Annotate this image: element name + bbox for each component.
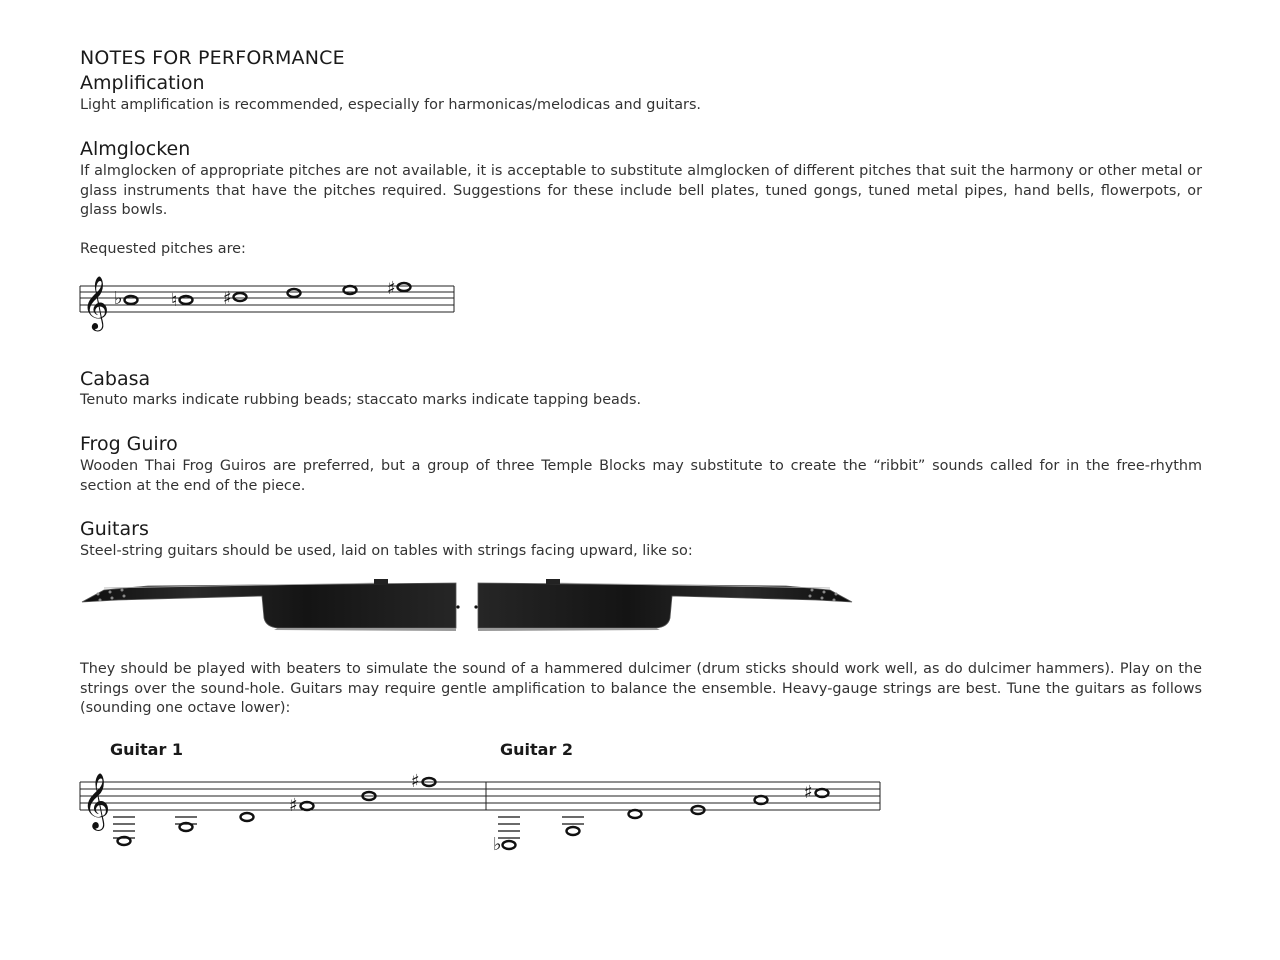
frog-guiro-text: Wooden Thai Frog Guiros are preferred, but a group of three Temple Blocks may substitute to create the “ribbit” sounds called for in the free-rhythm section at the end of the piece. [80,458,1202,494]
note-head [344,286,357,294]
guitar-right [478,579,852,631]
guitars-side-view-illustration [78,574,858,636]
guitars-heading: Guitars [80,518,149,540]
natural-accidental: ♮ [171,290,178,311]
note-head [125,296,138,304]
requested-pitches-label: Requested pitches are: [80,241,246,257]
almglocken-pitches-staff [78,270,458,332]
note-head [567,827,580,835]
note-head [234,293,247,301]
guitar-2-label: Guitar 2 [500,740,574,759]
guitar-tuning-staff [78,765,884,860]
sharp-accidental: ♯ [411,771,420,792]
frog-guiro-heading: Frog Guiro [80,433,178,455]
cabasa-heading: Cabasa [80,368,151,390]
note-head [629,810,642,818]
note-head [288,289,301,297]
treble-clef-icon: 𝄞 [82,275,110,329]
sharp-accidental: ♯ [289,795,298,816]
note-head [398,283,411,291]
amplification-heading: Amplification [80,72,205,94]
flat-accidental: ♭ [493,834,502,855]
guitar-left [82,579,456,631]
treble-clef-icon: 𝄞 [82,773,111,829]
sharp-accidental: ♯ [223,288,232,309]
sharp-accidental: ♯ [387,278,396,299]
guitar-1-label: Guitar 1 [110,740,184,759]
almglocken-text: If almglocken of appropriate pitches are not available, it is acceptable to substitute almglocken of different pitches that suit the harmony or other metal or glass instruments that have the pitches required. Suggestions for these include bell plates, tuned gongs, tuned metal pipes, hand bells, flowerpots, or glass bowls. [80,163,1202,219]
page-title: NOTES FOR PERFORMANCE [80,47,345,69]
guitars-intro-text: Steel-string guitars should be used, laid on tables with strings facing upward, like so: [80,543,693,559]
note-head [503,841,516,849]
note-head [241,813,254,821]
guitars-body-text: They should be played with beaters to simulate the sound of a hammered dulcimer (drum sticks should work well, as do dulcimer hammers). Play on the strings over the sound-hole. Guitars may require gentle amplification to balance the ensemble. Heavy-gauge strings are best. Tune the guitars as follows (sounding one octave lower): [80,661,1202,717]
sharp-accidental: ♯ [804,782,813,803]
almglocken-heading: Almglocken [80,138,191,160]
amplification-text: Light amplification is recommended, especially for harmonicas/melodicas and guitars. [80,97,702,113]
flat-accidental: ♭ [114,288,123,309]
note-head [180,296,193,304]
cabasa-text: Tenuto marks indicate rubbing beads; staccato marks indicate tapping beads. [80,392,642,408]
